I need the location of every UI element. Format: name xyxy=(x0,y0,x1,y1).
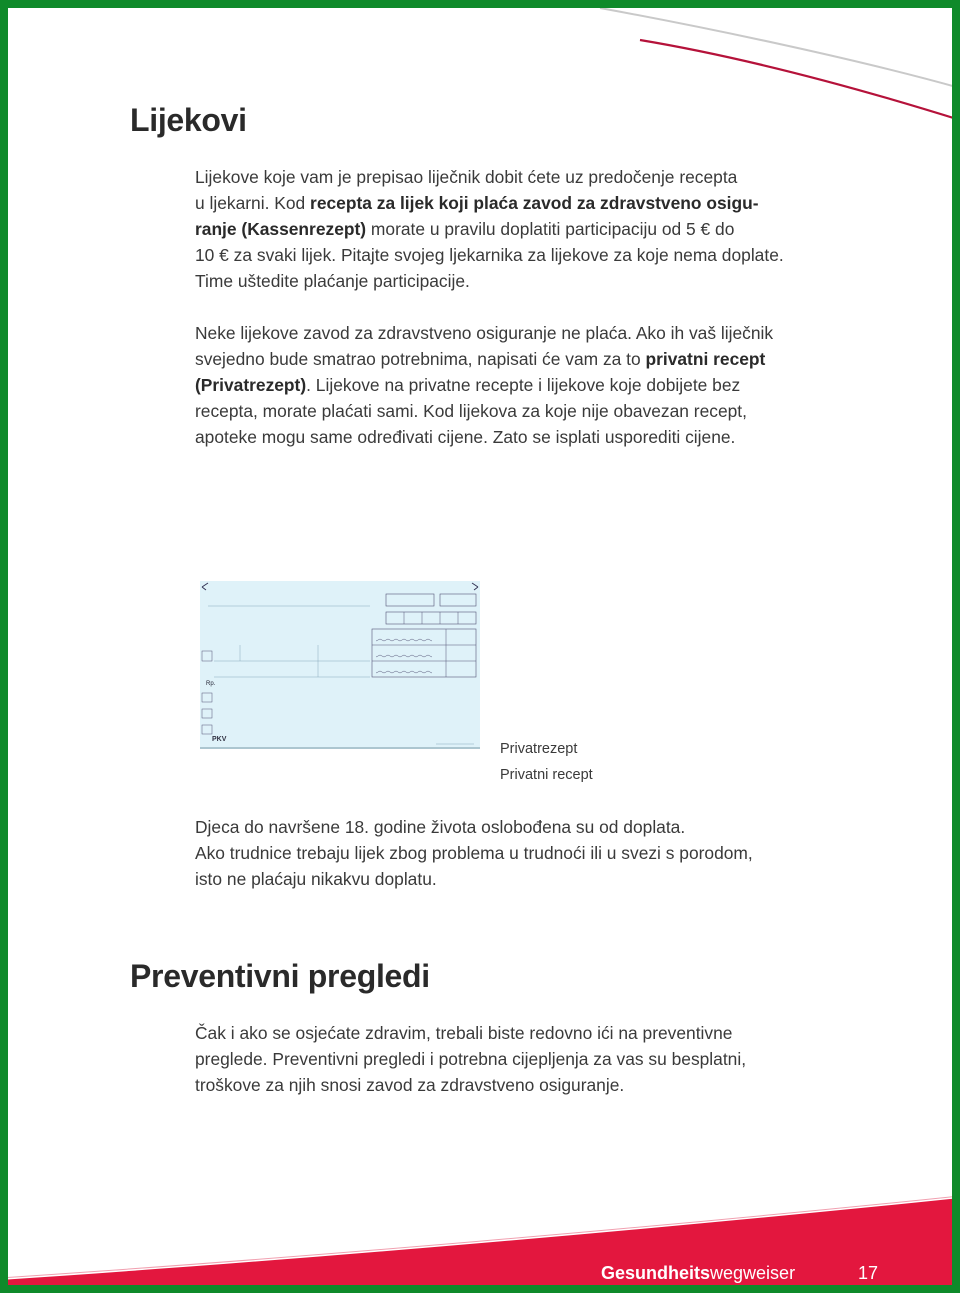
rx-label: Rp. xyxy=(206,681,216,687)
text-line: Neke lijekove zavod za zdravstveno osiguranje ne plaća. Ako ih vaš liječnik xyxy=(195,323,774,343)
text-line: (Privatrezept). Lijekove na privatne recepte i lijekove koje dobijete bez xyxy=(195,375,741,395)
text-line: svejedno bude smatrao potrebnima, napisati će vam za to privatni recept xyxy=(195,349,766,369)
footer-brand xyxy=(601,1263,795,1284)
text-line: Lijekove koje vam je prepisao liječnik dobit ćete uz predočenje recepta xyxy=(195,167,738,187)
bold-text: ranje (Kassenrezept) xyxy=(195,219,367,239)
footer-brand-regular: wegweiser xyxy=(710,1263,796,1283)
page-number: 17 xyxy=(858,1263,879,1283)
text-line: troškove za njih snosi zavod za zdravstveno osiguranje. xyxy=(195,1075,625,1095)
section-title-preventivni-pregledi: Preventivni pregledi xyxy=(130,958,430,994)
paragraph-preventive-checkups xyxy=(195,1020,835,1098)
bold-text: privatni recept xyxy=(645,349,766,369)
bold-text: recepta za lijek koji plaća zavod za zdravstveno osigu- xyxy=(310,193,759,213)
text-line: Djeca do navršene 18. godine života oslobođena su od doplata. xyxy=(195,817,686,837)
footer-red-band xyxy=(0,1180,960,1293)
text-line: preglede. Preventivni pregledi i potrebna cijepljenja za vas su besplatni, xyxy=(195,1049,747,1069)
text-line: Ako trudnice trebaju lijek zbog problema u trudnoći ili u svezi s porodom, xyxy=(195,843,753,863)
form-pkv-label: PKV xyxy=(212,736,227,743)
footer-brand-bold: Gesundheits xyxy=(601,1263,711,1283)
section-title-lijekovi: Lijekovi xyxy=(130,102,247,138)
figure-caption-croatian: Privatni recept xyxy=(500,767,593,783)
text-line: Time uštedite plaćanje participacije. xyxy=(195,271,470,291)
paragraph-privatrezept xyxy=(195,320,835,450)
bold-text: (Privatrezept) xyxy=(195,375,307,395)
private-prescription-form-image xyxy=(200,581,480,749)
text-line: 10 € za svaki lijek. Pitajte svojeg ljekarnika za lijekove za koje nema doplate. xyxy=(195,245,784,265)
figure-caption-german: Privatrezept xyxy=(500,741,578,757)
text-line: apoteke mogu same određivati cijene. Zato se isplati usporediti cijene. xyxy=(195,427,736,447)
text-line: recepta, morate plaćati sami. Kod lijekova za koje nije obavezan recept, xyxy=(195,401,747,421)
text-line: ranje (Kassenrezept) morate u pravilu doplatiti participaciju od 5 € do xyxy=(195,219,735,239)
paragraph-exemptions xyxy=(195,814,835,892)
text-line: Čak i ako se osjećate zdravim, trebali biste redovno ići na preventivne xyxy=(195,1023,733,1043)
paragraph-kassenrezept xyxy=(195,164,835,294)
text-line: u ljekarni. Kod recepta za lijek koji plaća zavod za zdravstveno osigu- xyxy=(195,193,759,213)
text-line: isto ne plaćaju nikakvu doplatu. xyxy=(195,869,437,889)
